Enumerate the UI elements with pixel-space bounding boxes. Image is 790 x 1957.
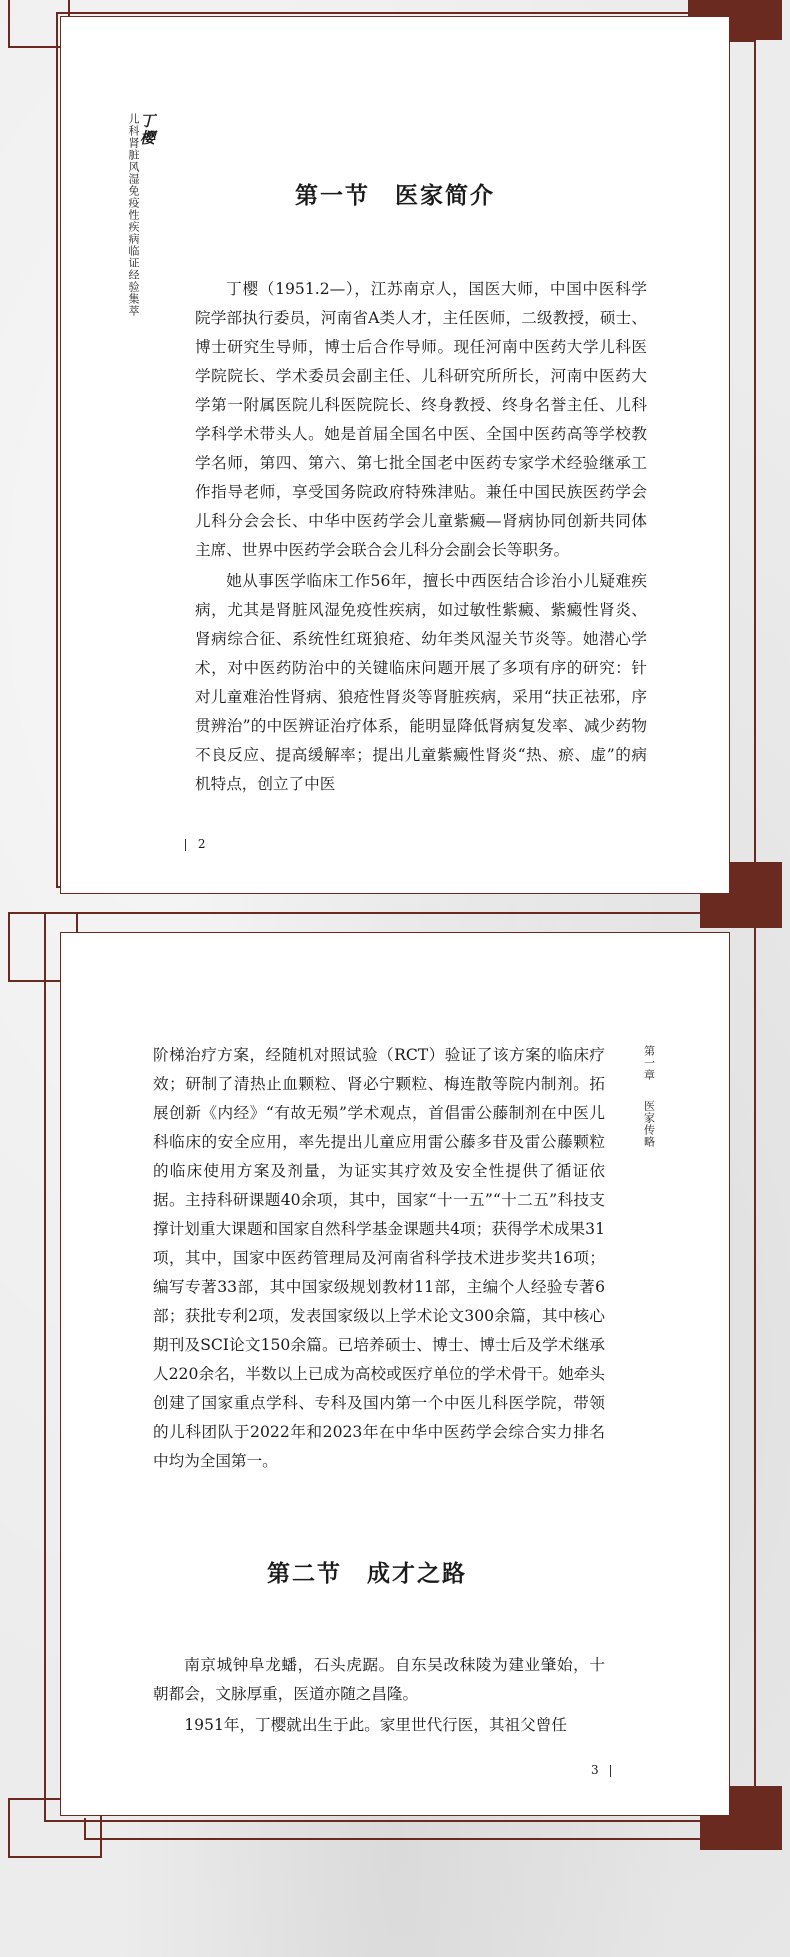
section-title: 第一节 医家简介	[295, 182, 495, 209]
page-number	[591, 1763, 611, 1777]
book-page-right	[60, 932, 730, 1816]
folio-rule	[610, 1765, 611, 1777]
page-number-value: 3	[591, 1763, 599, 1777]
paragraph: 她从事医学临床工作56年，擅长中西医结合诊治小儿疑难疾病，尤其是肾脏风湿免疫性疾病，如过敏性紫癜、紫癜性肾炎、肾病综合征、系统性红斑狼疮、幼年类风湿关节炎等。她潜心学术，对中医药防治中的关键临床问题开展了多项有序的研究：针对儿童难治性肾病、狼疮性肾炎等肾脏疾病，采用“扶正祛邪，序贯辨治”的中医辨证治疗体系，能明显降低肾病复发率、减少药物不良反应、提高缓解率；提出儿童紫癜性肾炎“热、瘀、虚”的病机特点，创立了中医	[195, 572, 647, 793]
author-name-calligraphy: 丁樱	[138, 113, 156, 147]
section-title: 第二节 成才之路	[267, 1560, 467, 1587]
page-number	[185, 837, 205, 851]
book-page-left	[60, 16, 730, 894]
paragraph: 丁樱（1951.2—），江苏南京人，国医大师，中国中医科学院学部执行委员，河南省A类人才，主任医师，二级教授，硕士、博士研究生导师，博士后合作导师。现任河南中医药大学儿科医学院院长、学术委员会副主任、儿科研究所所长，河南中医药大学第一附属医院儿科医院院长、终身教授、终身名誉主任、儿科学科学术带头人。她是首届全国名中医、全国中医药高等学校教学名师，第四、第六、第七批全国老中医药专家学术经验继承工作指导老师，享受国务院政府特殊津贴。兼任中国民族医药学会儿科分会会长、中华中医药学会儿童紫癜—肾病协同创新共同体主席、世界中医药学会联合会儿科分会副会长等职务。	[195, 280, 647, 559]
book-title: 儿科肾脏风湿免疫性疾病临证经验集萃	[127, 113, 140, 317]
chapter-label: 第一章	[642, 1045, 656, 1081]
chapter-title: 医家传略	[642, 1100, 656, 1148]
paragraph: 南京城钟阜龙蟠，石头虎踞。自东吴改秣陵为建业肇始，十朝都会，文脉厚重，医道亦随之昌隆。	[153, 1656, 605, 1703]
frame-line	[730, 40, 756, 864]
folio-rule	[185, 839, 186, 851]
section-body	[153, 1651, 605, 1740]
section-body	[195, 275, 647, 799]
frame-line	[84, 1818, 728, 1840]
running-head	[643, 1045, 656, 1245]
page-number-value: 2	[197, 837, 206, 851]
running-head	[127, 113, 156, 373]
paragraph: 阶梯治疗方案，经随机对照试验（RCT）验证了该方案的临床疗效；研制了清热止血颗粒、肾必宁颗粒、梅连散等院内制剂。拓展创新《内经》“有故无殒”学术观点，首倡雷公藤制剂在中医儿科临床的安全应用，率先提出儿童应用雷公藤多苷及雷公藤颗粒的临床使用方案及剂量，为证实其疗效及安全性提供了循证依据。主持科研课题40余项，其中，国家“十一五”“十二五”科技支撑计划重大课题和国家自然科学基金课题共4项；获得学术成果31项，其中，国家中医药管理局及河南省科学技术进步奖共16项；编写专著33部，其中国家级规划教材11部，主编个人经验专著6部；获批专利2项，发表国家级以上学术论文300余篇，其中核心期刊及SCI论文150余篇。已培养硕士、博士、博士后及学术继承人220余名，半数以上已成为高校或医疗单位的学术骨干。她牵头创建了国家重点学科、专科及国内第一个中医儿科医学院，带领的儿科团队于2022年和2023年在中华中医药学会综合实力排名中均为全国第一。	[153, 1046, 605, 1470]
continued-body	[153, 1041, 605, 1476]
paragraph: 1951年，丁樱就出生于此。家里世代行医，其祖父曾任	[184, 1716, 567, 1734]
